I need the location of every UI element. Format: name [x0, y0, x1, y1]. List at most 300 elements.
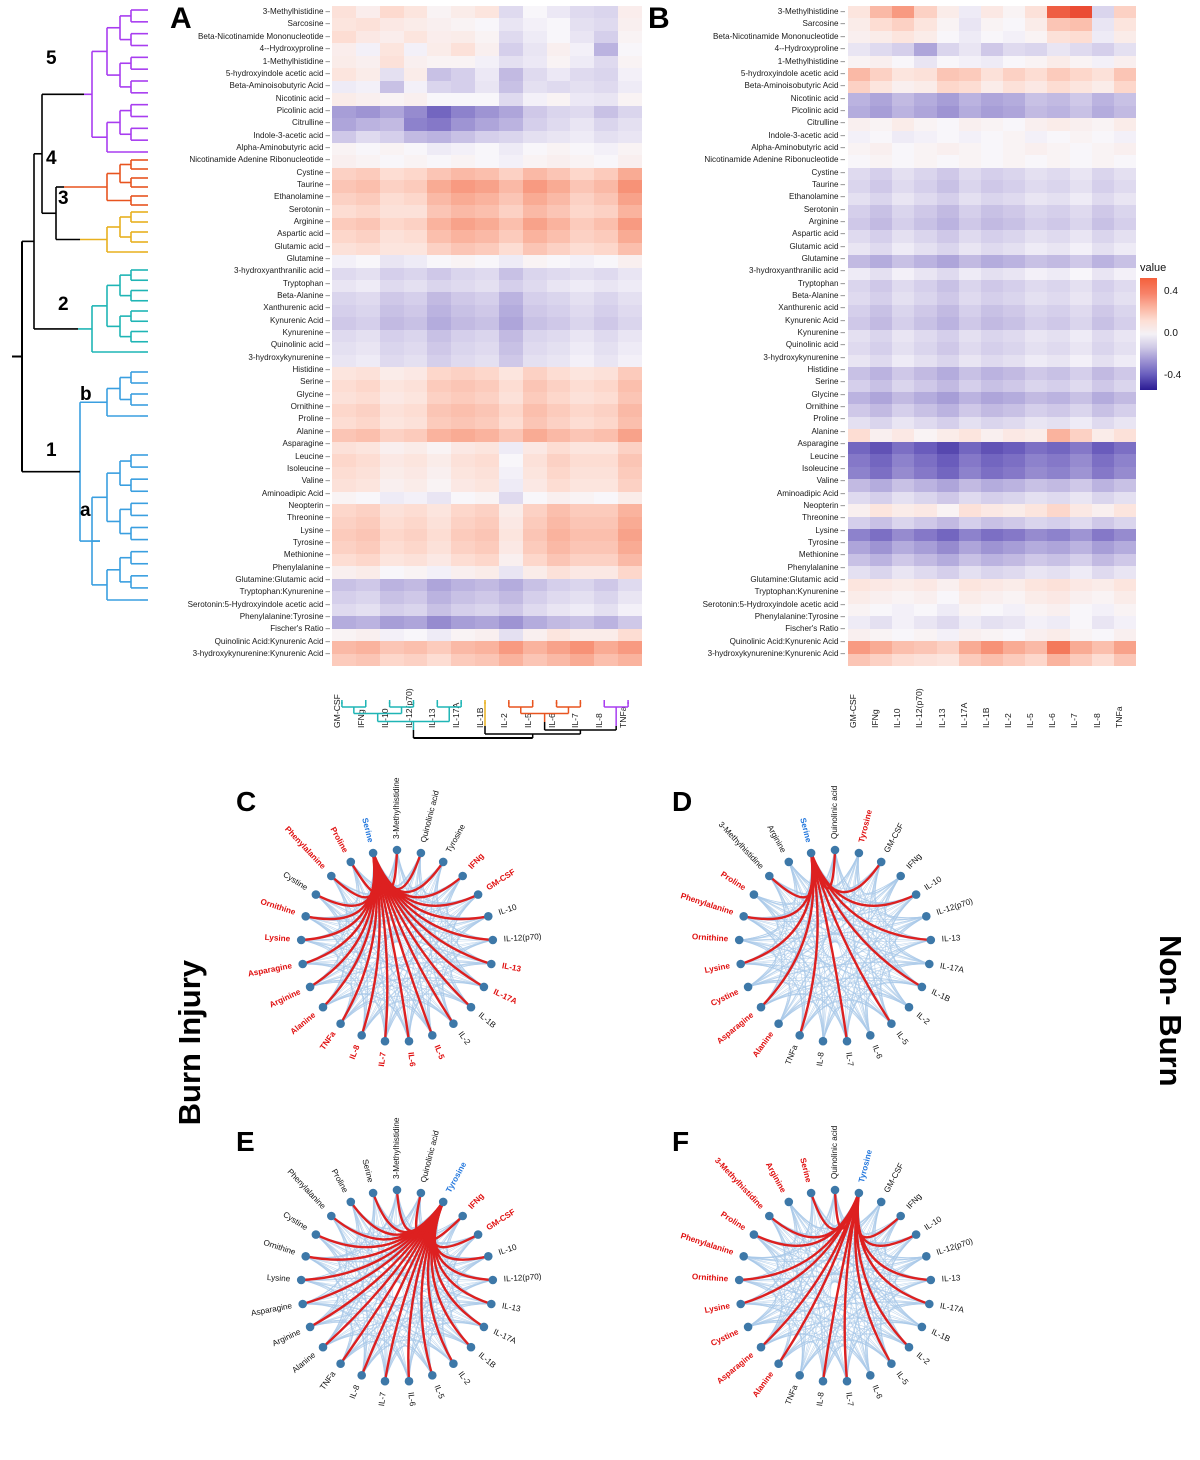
network-node[interactable]	[855, 849, 864, 858]
row-label: 5-hydroxyindole acetic acid –	[225, 68, 330, 78]
heatmap-cell	[570, 566, 594, 578]
heatmap-cell	[1047, 517, 1069, 529]
heatmap-cell	[594, 268, 618, 280]
network-node-label: IL-5	[432, 1383, 447, 1401]
network-node[interactable]	[744, 983, 753, 992]
heatmap-cell	[1047, 654, 1069, 666]
heatmap-cell	[427, 479, 451, 491]
network-node[interactable]	[736, 1300, 745, 1309]
heatmap-cell	[1070, 541, 1092, 553]
heatmap-cell	[959, 230, 981, 242]
network-node[interactable]	[896, 1212, 905, 1221]
heatmap-cell	[914, 467, 936, 479]
network-node[interactable]	[927, 1276, 936, 1285]
network-node[interactable]	[887, 1359, 896, 1368]
heatmap-cell	[332, 442, 356, 454]
heatmap-cell	[959, 641, 981, 653]
heatmap-cell	[981, 317, 1003, 329]
row-label: Taurine –	[811, 179, 845, 189]
network-node[interactable]	[489, 936, 498, 945]
heatmap-cell	[451, 118, 475, 130]
heatmap-cell	[499, 566, 523, 578]
network-node[interactable]	[905, 1003, 914, 1012]
heatmap-cell	[332, 230, 356, 242]
heatmap-cell	[547, 629, 571, 641]
network-node[interactable]	[843, 1377, 852, 1386]
row-label: Asparagine –	[282, 439, 330, 449]
network-node[interactable]	[347, 1198, 356, 1207]
network-node[interactable]	[306, 1323, 315, 1332]
network-node[interactable]	[774, 1019, 783, 1028]
heatmap-cell	[451, 305, 475, 317]
heatmap-cell	[404, 467, 428, 479]
heatmap-cell	[475, 230, 499, 242]
network-node[interactable]	[765, 872, 774, 881]
network-node[interactable]	[393, 846, 402, 855]
network-node[interactable]	[357, 1371, 366, 1380]
heatmap-cell	[404, 317, 428, 329]
heatmap-cell	[1047, 6, 1069, 18]
network-node[interactable]	[484, 1252, 493, 1261]
network-node[interactable]	[912, 1230, 921, 1239]
heatmap-cell	[937, 230, 959, 242]
heatmap-cell	[870, 68, 892, 80]
heatmap-cell	[356, 355, 380, 367]
heatmap-cell	[594, 629, 618, 641]
heatmap-cell	[523, 31, 547, 43]
heatmap-cell	[404, 579, 428, 591]
network-node[interactable]	[735, 1276, 744, 1285]
heatmap-cell	[848, 616, 870, 628]
network-node[interactable]	[439, 858, 448, 867]
network-node[interactable]	[918, 983, 927, 992]
network-node[interactable]	[785, 858, 794, 867]
heatmap-cell	[1025, 193, 1047, 205]
heatmap-cell	[892, 566, 914, 578]
network-node[interactable]	[336, 1019, 345, 1028]
heatmap-cell	[1003, 292, 1025, 304]
heatmap-cell	[959, 504, 981, 516]
heatmap-cell	[1070, 243, 1092, 255]
network-node[interactable]	[319, 1343, 328, 1352]
heatmap-cell	[380, 155, 404, 167]
network-node[interactable]	[807, 1189, 816, 1198]
heatmap-cell	[1047, 18, 1069, 30]
heatmap-cell	[1025, 392, 1047, 404]
heatmap-cell	[570, 629, 594, 641]
network-node[interactable]	[357, 1031, 366, 1040]
heatmap-cell	[1114, 31, 1136, 43]
row-label: Beta-Nicotinamide Mononucleotide –	[712, 31, 845, 41]
heatmap-cell	[937, 454, 959, 466]
heatmap-cell	[499, 18, 523, 30]
heatmap-a-grid	[332, 6, 642, 666]
network-node[interactable]	[369, 849, 378, 858]
heatmap-cell	[475, 255, 499, 267]
heatmap-cell	[892, 268, 914, 280]
network-node[interactable]	[739, 1252, 748, 1261]
network-node-label: IL-2	[456, 1369, 473, 1387]
heatmap-cell	[937, 193, 959, 205]
network-node[interactable]	[925, 960, 934, 969]
row-label: Indole-3-acetic acid –	[768, 130, 845, 140]
network-node[interactable]	[774, 1359, 783, 1368]
network-node-label: IFNg	[466, 851, 486, 871]
heatmap-cell	[594, 330, 618, 342]
heatmap-cell	[475, 566, 499, 578]
row-label: 3-Methylhistidine –	[262, 7, 330, 17]
heatmap-cell	[981, 18, 1003, 30]
network-node[interactable]	[487, 1300, 496, 1309]
heatmap-cell	[356, 81, 380, 93]
network-node[interactable]	[757, 1003, 766, 1012]
heatmap-cell	[570, 342, 594, 354]
heatmap-cell	[547, 243, 571, 255]
network-node[interactable]	[877, 1198, 886, 1207]
network-node[interactable]	[327, 1212, 336, 1221]
heatmap-cell	[870, 81, 892, 93]
network-node-label: Cystine	[709, 987, 740, 1008]
heatmap-cell	[380, 566, 404, 578]
row-label: Histidine –	[292, 365, 330, 375]
network-node[interactable]	[750, 1230, 759, 1239]
heatmap-cell	[892, 81, 914, 93]
heatmap-cell	[959, 342, 981, 354]
network-node[interactable]	[925, 1300, 934, 1309]
heatmap-cell	[959, 616, 981, 628]
network-node-label: Asparagine	[250, 1301, 293, 1318]
network-node[interactable]	[417, 1189, 426, 1198]
row-label: Serine –	[300, 377, 330, 387]
heatmap-cell	[937, 31, 959, 43]
heatmap-cell	[848, 131, 870, 143]
network-node[interactable]	[831, 1186, 840, 1195]
heatmap-cell	[1047, 342, 1069, 354]
heatmap-cell	[959, 218, 981, 230]
heatmap-cell	[356, 155, 380, 167]
network-node[interactable]	[369, 1189, 378, 1198]
network-node[interactable]	[306, 983, 315, 992]
heatmap-cell	[959, 479, 981, 491]
heatmap-cell	[594, 317, 618, 329]
network-node[interactable]	[458, 872, 467, 881]
network-node[interactable]	[739, 912, 748, 921]
heatmap-cell	[914, 193, 936, 205]
heatmap-cell	[1047, 355, 1069, 367]
heatmap-cell	[499, 529, 523, 541]
heatmap-cell	[570, 454, 594, 466]
heatmap-cell	[1070, 205, 1092, 217]
heatmap-cell	[1114, 330, 1136, 342]
heatmap-cell	[499, 56, 523, 68]
network-node[interactable]	[855, 1189, 864, 1198]
network-node[interactable]	[312, 1230, 321, 1239]
heatmap-cell	[981, 43, 1003, 55]
network-node[interactable]	[405, 1037, 414, 1046]
heatmap-cell	[499, 180, 523, 192]
heatmap-cell	[499, 342, 523, 354]
network-node[interactable]	[896, 872, 905, 881]
heatmap-cell	[404, 404, 428, 416]
network-node[interactable]	[381, 1377, 390, 1386]
network-node[interactable]	[736, 960, 745, 969]
heatmap-cell	[1092, 230, 1114, 242]
network-node[interactable]	[336, 1359, 345, 1368]
heatmap-cell	[523, 616, 547, 628]
network-node-label: IL-13	[501, 1301, 522, 1314]
heatmap-cell	[451, 479, 475, 491]
network-node[interactable]	[922, 912, 931, 921]
heatmap-cell	[404, 380, 428, 392]
network-node[interactable]	[327, 872, 336, 881]
heatmap-cell	[870, 429, 892, 441]
network-node[interactable]	[918, 1323, 927, 1332]
network-node[interactable]	[417, 849, 426, 858]
network-node[interactable]	[297, 936, 306, 945]
heatmap-cell	[937, 218, 959, 230]
heatmap-cell	[1025, 492, 1047, 504]
heatmap-cell	[356, 168, 380, 180]
heatmap-cell	[356, 93, 380, 105]
heatmap-cell	[914, 155, 936, 167]
network-node[interactable]	[750, 890, 759, 899]
heatmap-cell	[1003, 367, 1025, 379]
heatmap-cell	[1092, 155, 1114, 167]
network-node[interactable]	[480, 1323, 489, 1332]
network-node[interactable]	[765, 1212, 774, 1221]
heatmap-cell	[959, 654, 981, 666]
network-node[interactable]	[757, 1343, 766, 1352]
heatmap-cell	[848, 566, 870, 578]
heatmap-cell	[914, 230, 936, 242]
panel-letter-f: F	[672, 1126, 690, 1157]
network-node[interactable]	[347, 858, 356, 867]
heatmap-cell	[1114, 392, 1136, 404]
heatmap-cell	[914, 292, 936, 304]
network-node[interactable]	[405, 1377, 414, 1386]
row-label: Glutamine –	[286, 254, 330, 263]
heatmap-cell	[451, 442, 475, 454]
network-node[interactable]	[297, 1276, 306, 1285]
row-label: Taurine –	[296, 179, 330, 189]
network-node[interactable]	[298, 1300, 307, 1309]
heatmap-cell	[523, 417, 547, 429]
heatmap-cell	[356, 268, 380, 280]
heatmap-cell	[1047, 131, 1069, 143]
row-label: Threonine –	[802, 513, 845, 523]
heatmap-cell	[332, 205, 356, 217]
heatmap-cell	[892, 168, 914, 180]
heatmap-cell	[959, 517, 981, 529]
heatmap-cell	[451, 218, 475, 230]
heatmap-cell	[427, 118, 451, 130]
network-node[interactable]	[819, 1377, 828, 1386]
heatmap-cell	[1047, 404, 1069, 416]
heatmap-cell	[870, 230, 892, 242]
heatmap-cell	[356, 131, 380, 143]
heatmap-cell	[870, 168, 892, 180]
heatmap-cell	[427, 355, 451, 367]
network-node[interactable]	[843, 1037, 852, 1046]
heatmap-cell	[404, 131, 428, 143]
heatmap-cell	[914, 43, 936, 55]
heatmap-cell	[1003, 554, 1025, 566]
network-node[interactable]	[467, 1003, 476, 1012]
network-node[interactable]	[795, 1371, 804, 1380]
heatmap-cell	[914, 305, 936, 317]
network-node-label: IL-17A	[492, 1327, 518, 1346]
heatmap-cell	[451, 18, 475, 30]
heatmap-cell	[848, 93, 870, 105]
row-label: Leucine –	[295, 451, 330, 461]
heatmap-cell	[594, 255, 618, 267]
heatmap-cell	[594, 429, 618, 441]
heatmap-cell	[332, 56, 356, 68]
heatmap-cell	[959, 168, 981, 180]
network-node[interactable]	[467, 1343, 476, 1352]
network-node[interactable]	[474, 890, 483, 899]
network-node[interactable]	[449, 1359, 458, 1368]
network-node[interactable]	[319, 1003, 328, 1012]
heatmap-cell	[451, 591, 475, 603]
row-label: 3-Methylhistidine –	[777, 7, 845, 17]
row-label: Proline –	[298, 414, 330, 424]
heatmap-cell	[981, 143, 1003, 155]
heatmap-cell	[981, 429, 1003, 441]
network-node[interactable]	[489, 1276, 498, 1285]
heatmap-cell	[1003, 317, 1025, 329]
heatmap-cell	[332, 143, 356, 155]
heatmap-cell	[1114, 93, 1136, 105]
heatmap-cell	[451, 454, 475, 466]
heatmap-cell	[1003, 579, 1025, 591]
network-node[interactable]	[927, 936, 936, 945]
heatmap-cell	[547, 654, 571, 666]
heatmap-cell	[427, 442, 451, 454]
heatmap-cell	[848, 492, 870, 504]
network-node[interactable]	[474, 1230, 483, 1239]
heatmap-cell	[937, 355, 959, 367]
heatmap-cell	[570, 255, 594, 267]
column-label: IL-7	[1069, 713, 1080, 728]
network-node[interactable]	[312, 890, 321, 899]
heatmap-cell	[523, 604, 547, 616]
heatmap-cell	[475, 454, 499, 466]
network-node[interactable]	[735, 936, 744, 945]
heatmap-cell	[1047, 454, 1069, 466]
heatmap-cell	[523, 629, 547, 641]
network-node[interactable]	[795, 1031, 804, 1040]
heatmap-cell	[981, 641, 1003, 653]
heatmap-cell	[499, 417, 523, 429]
heatmap-cell	[848, 442, 870, 454]
heatmap-cell	[451, 604, 475, 616]
network-node[interactable]	[439, 1198, 448, 1207]
network-node[interactable]	[866, 1371, 875, 1380]
heatmap-cell	[404, 604, 428, 616]
heatmap-cell	[332, 155, 356, 167]
heatmap-cell	[848, 155, 870, 167]
heatmap-cell	[892, 56, 914, 68]
network-node[interactable]	[449, 1019, 458, 1028]
heatmap-cell	[1070, 554, 1092, 566]
network-node[interactable]	[831, 846, 840, 855]
heatmap-cell	[892, 392, 914, 404]
network-node[interactable]	[819, 1037, 828, 1046]
heatmap-cell	[427, 155, 451, 167]
network-node[interactable]	[301, 912, 310, 921]
network-node[interactable]	[785, 1198, 794, 1207]
heatmap-cell	[937, 330, 959, 342]
network-node[interactable]	[458, 1212, 467, 1221]
heatmap-cell	[404, 529, 428, 541]
heatmap-cell	[547, 218, 571, 230]
network-node-label: IL-7	[844, 1051, 855, 1067]
network-node[interactable]	[428, 1031, 437, 1040]
network-node[interactable]	[484, 912, 493, 921]
network-node[interactable]	[393, 1186, 402, 1195]
heatmap-cell	[892, 380, 914, 392]
heatmap-cell	[356, 43, 380, 55]
network-node[interactable]	[487, 960, 496, 969]
network-node[interactable]	[912, 890, 921, 899]
heatmap-cell	[499, 629, 523, 641]
heatmap-cell	[594, 367, 618, 379]
network-node[interactable]	[877, 858, 886, 867]
heatmap-cell	[959, 467, 981, 479]
heatmap-cell	[848, 529, 870, 541]
network-node-label: Ornithine	[259, 897, 297, 917]
heatmap-cell	[570, 56, 594, 68]
heatmap-cell	[427, 305, 451, 317]
network-node[interactable]	[428, 1371, 437, 1380]
heatmap-cell	[594, 6, 618, 18]
network-node[interactable]	[922, 1252, 931, 1261]
heatmap-cell	[870, 604, 892, 616]
heatmap-cell	[892, 93, 914, 105]
heatmap-cell	[937, 180, 959, 192]
network-node[interactable]	[744, 1323, 753, 1332]
heatmap-cell	[981, 330, 1003, 342]
network-node[interactable]	[905, 1343, 914, 1352]
heatmap-cell	[1025, 18, 1047, 30]
row-label: Nicotinamide Adenine Ribonucleotide –	[704, 155, 845, 165]
column-label: GM-CSF	[848, 694, 858, 728]
network-node[interactable]	[866, 1031, 875, 1040]
network-node[interactable]	[807, 849, 816, 858]
heatmap-cell	[523, 56, 547, 68]
heatmap-cell	[959, 280, 981, 292]
network-node-label: Proline	[719, 869, 748, 893]
heatmap-cell	[892, 492, 914, 504]
heatmap-cell	[870, 454, 892, 466]
heatmap-cell	[594, 529, 618, 541]
heatmap-cell	[332, 81, 356, 93]
row-label: Cystine –	[811, 167, 845, 177]
network-node[interactable]	[887, 1019, 896, 1028]
heatmap-cell	[959, 155, 981, 167]
heatmap-cell	[892, 106, 914, 118]
heatmap-cell	[594, 417, 618, 429]
network-node[interactable]	[298, 960, 307, 969]
heatmap-cell	[1092, 292, 1114, 304]
network-node[interactable]	[301, 1252, 310, 1261]
column-label: IL-8	[594, 713, 605, 728]
heatmap-cell	[848, 479, 870, 491]
heatmap-cell	[547, 6, 571, 18]
network-node[interactable]	[381, 1037, 390, 1046]
network-node[interactable]	[480, 983, 489, 992]
